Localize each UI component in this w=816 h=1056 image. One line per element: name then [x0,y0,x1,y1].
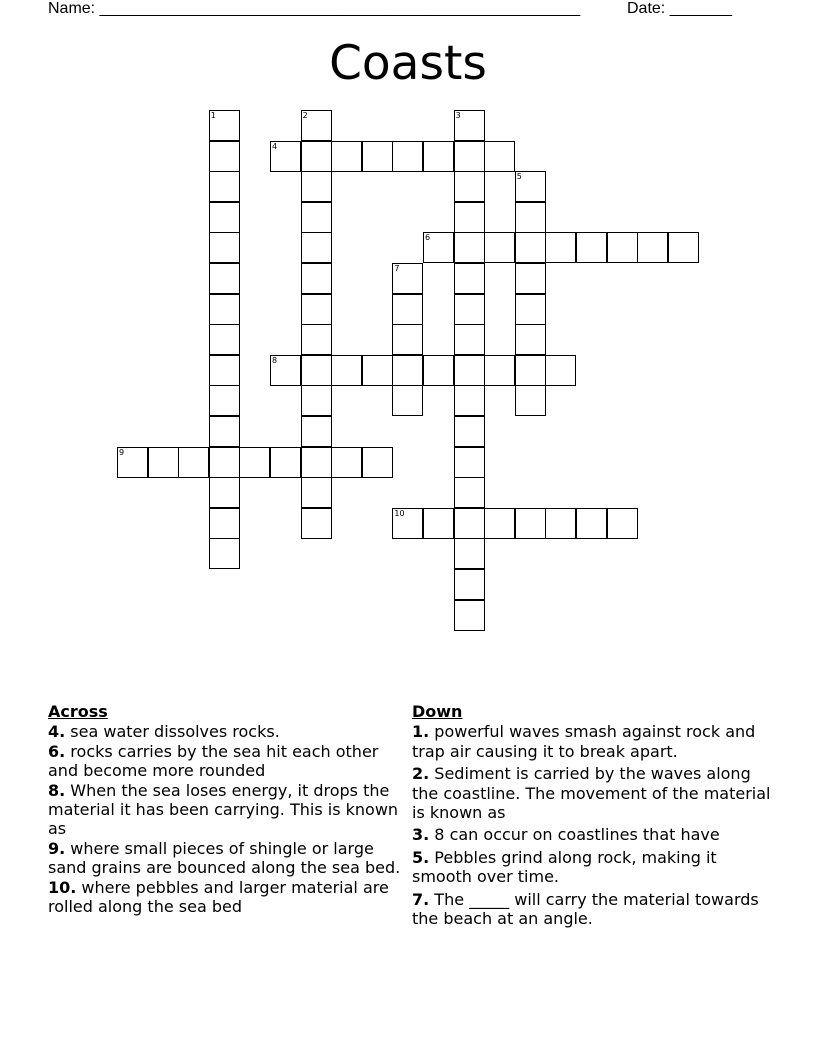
grid-cell[interactable] [545,355,576,386]
grid-cell[interactable] [454,202,485,233]
clue-number: 1. [412,722,430,742]
down-clue-2 [412,764,772,822]
cell-number: 3 [455,111,461,120]
clue-number: 2. [412,764,430,784]
clue-number: 5. [412,847,430,867]
grid-cell[interactable] [392,294,423,325]
grid-cell[interactable] [454,294,485,325]
down-clues [412,702,772,931]
grid-cell[interactable] [209,385,240,416]
down-clue-3 [412,825,772,844]
cell-number: 1 [210,111,216,120]
grid-cell[interactable] [209,538,240,569]
grid-cell[interactable] [545,508,576,539]
grid-cell[interactable] [209,141,240,172]
grid-cell[interactable] [270,141,301,172]
clue-text: When the sea loses energy, it drops the material it has been carrying. This is known as [48,780,399,839]
across-heading: Across [48,702,108,721]
grid-cell[interactable] [392,263,423,294]
grid-cell[interactable] [331,355,362,386]
grid-cell[interactable] [148,447,179,478]
grid-cell[interactable] [209,416,240,447]
grid-cell[interactable] [454,171,485,202]
cell-number: 4 [272,141,278,151]
clue-text: where small pieces of shingle or large sand grains are bounced along the sea bed. [48,838,401,878]
grid-cell[interactable] [454,324,485,355]
grid-cell[interactable] [576,508,607,539]
grid-cell[interactable] [515,232,546,263]
grid-cell[interactable] [454,477,485,508]
clue-text: Pebbles grind along rock, making it smooth over time. [412,847,717,887]
clue-text: powerful waves smash against rock and trap air causing it to break apart. [412,722,756,761]
grid-cell[interactable] [239,447,270,478]
grid-cell[interactable] [270,447,301,478]
grid-cell[interactable] [454,110,485,141]
grid-cell[interactable] [301,508,332,539]
grid-cell[interactable] [301,202,332,233]
grid-cell[interactable] [423,232,454,263]
grid-cell[interactable] [270,355,301,386]
across-clues [48,702,408,916]
grid-cell[interactable] [209,110,240,141]
grid-cell[interactable] [301,141,332,172]
grid-cell[interactable] [515,202,546,233]
across-clue-9 [48,839,408,878]
grid-cell[interactable] [209,294,240,325]
grid-cell[interactable] [454,508,485,539]
across-clue-6 [48,742,408,781]
grid-cell[interactable] [607,508,638,539]
grid-cell[interactable] [301,232,332,263]
grid-cell[interactable] [454,416,485,447]
cell-number: 7 [394,264,400,273]
grid-cell[interactable] [301,294,332,325]
across-clue-10 [48,878,408,917]
grid-cell[interactable] [392,355,423,386]
clue-number: 9. [48,838,66,858]
name-field[interactable]: Name: ______________________________________________________ [48,0,581,17]
grid-cell[interactable] [423,508,454,539]
down-clue-5 [412,848,772,887]
grid-cell[interactable] [515,385,546,416]
grid-cell[interactable] [454,538,485,569]
grid-cell[interactable] [301,477,332,508]
clue-text: Sediment is carried by the waves along the coastline. The movement of the material is known as [412,764,771,823]
grid-cell[interactable] [454,355,485,386]
grid-cell[interactable] [301,416,332,447]
grid-cell[interactable] [209,324,240,355]
date-field[interactable]: Date: _______ [627,0,732,17]
clue-number: 6. [48,741,66,761]
grid-cell[interactable] [637,232,668,263]
cell-number: 9 [119,447,125,457]
grid-cell[interactable] [209,202,240,233]
grid-cell[interactable] [454,141,485,172]
down-clue-7 [412,890,772,929]
grid-cell[interactable] [331,447,362,478]
grid-cell[interactable] [484,355,515,386]
down-clue-1 [412,722,772,761]
grid-cell[interactable] [362,141,393,172]
grid-cell[interactable] [362,447,393,478]
grid-cell[interactable] [545,232,576,263]
grid-cell[interactable] [362,355,393,386]
grid-cell[interactable] [454,569,485,600]
grid-cell[interactable] [484,141,515,172]
grid-cell[interactable] [515,294,546,325]
grid-cell[interactable] [423,355,454,386]
grid-cell[interactable] [423,141,454,172]
cell-number: 8 [272,355,278,365]
grid-cell[interactable] [515,324,546,355]
cell-number: 2 [302,111,308,120]
grid-cell[interactable] [484,508,515,539]
grid-cell[interactable] [209,447,240,478]
grid-cell[interactable] [454,447,485,478]
cell-number: 6 [425,233,431,243]
grid-cell[interactable] [454,600,485,631]
grid-cell[interactable] [209,508,240,539]
clue-number: 7. [412,889,430,909]
grid-cell[interactable] [301,447,332,478]
grid-cell[interactable] [301,355,332,386]
grid-cell[interactable] [484,232,515,263]
clue-number: 4. [48,722,66,742]
grid-cell[interactable] [576,232,607,263]
grid-cell[interactable] [301,263,332,294]
grid-cell[interactable] [301,171,332,202]
clue-text: sea water dissolves rocks. [65,722,280,742]
grid-cell[interactable] [392,141,423,172]
grid-cell[interactable] [178,447,209,478]
clue-text: where pebbles and larger material are rolled along the sea bed [48,877,389,917]
page-title: Coasts [329,36,487,91]
grid-cell[interactable] [117,447,148,478]
grid-cell[interactable] [392,508,423,539]
cell-number: 10 [394,508,405,518]
cell-number: 5 [516,172,522,182]
grid-cell[interactable] [515,263,546,294]
clue-text: rocks carries by the sea hit each other and become more rounded [48,741,379,781]
grid-cell[interactable] [607,232,638,263]
grid-cell[interactable] [301,324,332,355]
grid-cell[interactable] [209,355,240,386]
grid-cell[interactable] [454,385,485,416]
clue-number: 10. [48,877,77,897]
across-clue-8 [48,781,408,839]
grid-cell[interactable] [454,263,485,294]
grid-cell[interactable] [392,385,423,416]
grid-cell[interactable] [515,355,546,386]
grid-cell[interactable] [515,171,546,202]
grid-cell[interactable] [454,232,485,263]
down-heading: Down [412,702,463,721]
grid-cell[interactable] [209,263,240,294]
clue-number: 8. [48,780,66,800]
grid-cell[interactable] [331,141,362,172]
grid-cell[interactable] [209,477,240,508]
clue-number: 3. [412,825,430,845]
grid-cell[interactable] [515,508,546,539]
grid-cell[interactable] [668,232,699,263]
grid-cell[interactable] [392,324,423,355]
across-clue-4 [48,722,408,741]
grid-cell[interactable] [301,110,332,141]
clue-text: 8 can occur on coastlines that have [429,825,720,845]
grid-cell[interactable] [209,171,240,202]
grid-cell[interactable] [209,232,240,263]
grid-cell[interactable] [301,385,332,416]
clue-text: The _____ will carry the material towards the beach at an angle. [412,889,759,929]
